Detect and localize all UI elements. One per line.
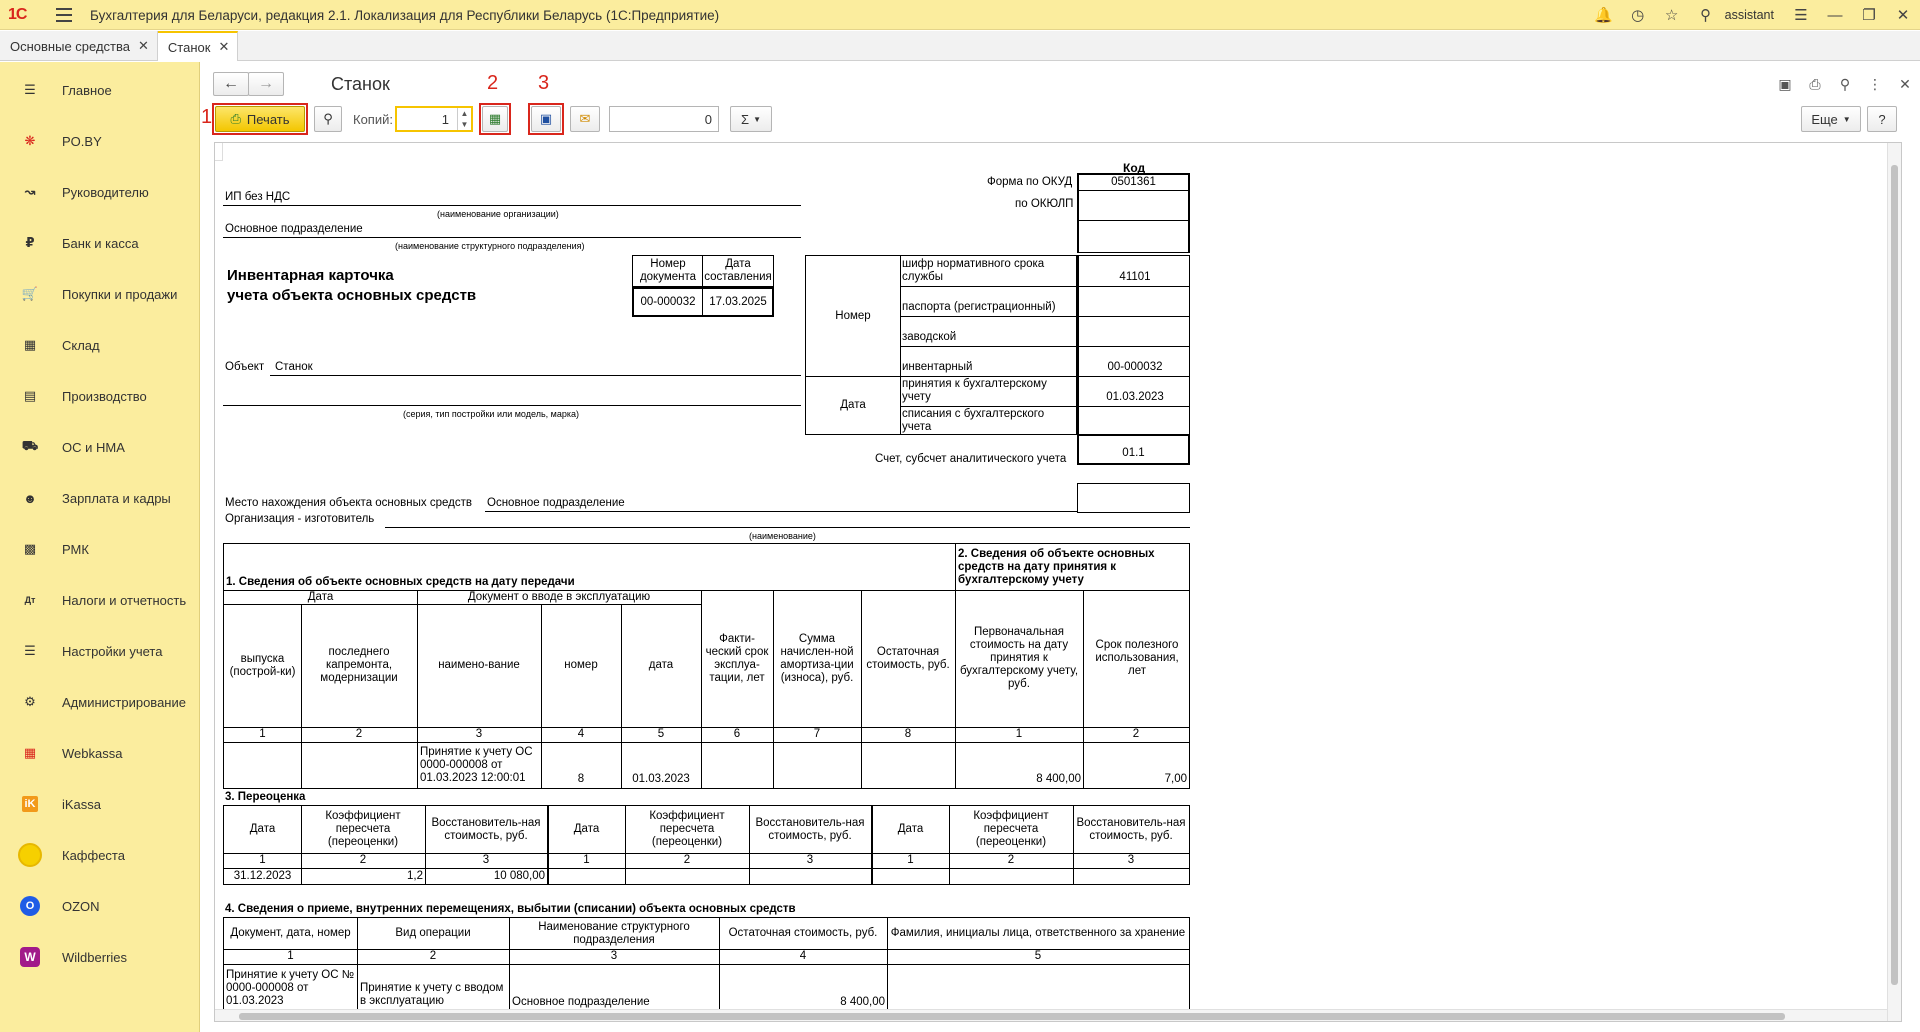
sidebar-item-wildberries[interactable] [0, 942, 200, 972]
close-icon[interactable]: ✕ [138, 38, 149, 53]
t3-col-num: 1 [259, 854, 266, 866]
empty-cell [1077, 483, 1190, 513]
scroll-thumb[interactable] [239, 1013, 1785, 1020]
wildberries-icon: W [20, 947, 40, 967]
section-4-title: 4. Сведения о приеме, внутренних перемещениях, выбытии (списании) объекта основных средств [225, 902, 796, 915]
close-icon[interactable]: ✕ [218, 39, 230, 54]
t3-row-date: 31.12.2023 [233, 869, 292, 882]
factory-icon: ▤ [23, 388, 37, 403]
sidebar-item-label: Администрирование [62, 695, 186, 710]
docdate-value: 17.03.2025 [709, 295, 767, 308]
divider [485, 511, 1077, 512]
t1-row-num: 8 [577, 773, 585, 785]
sidebar-item-label: Главное [62, 83, 112, 98]
sidebar-item-manager[interactable] [0, 177, 200, 207]
copies-input[interactable]: 1 [395, 106, 473, 132]
okjlp-cell [1077, 191, 1190, 221]
pasport-label: паспорта (регистрационный) [902, 300, 1056, 313]
poby-icon: ❋ [24, 133, 36, 148]
sidebar-item-kaffesta[interactable] [0, 840, 200, 870]
ozon-icon: O [20, 896, 40, 916]
t1-row-date: 01.03.2023 [632, 773, 690, 785]
t1-col-num: 4 [577, 728, 585, 740]
numbers-block [805, 255, 1190, 435]
t3-col-num: 1 [907, 854, 914, 866]
schet-cell [1077, 435, 1190, 465]
preview-icon: ⚲ [323, 111, 333, 126]
sidebar-item-label: Wildberries [62, 950, 128, 965]
t1-col-header: последнего капремонта, модернизации [320, 646, 398, 684]
t1-row-initial-cost: 8 400,00 [1036, 773, 1081, 785]
t3-col-header: Дата [249, 823, 276, 835]
sum-mode-button[interactable] [730, 106, 772, 132]
divider [270, 375, 801, 376]
divider [223, 205, 801, 206]
truck-icon: ⛟ [21, 438, 39, 453]
divider [955, 544, 956, 788]
t1-col-num: 3 [475, 728, 483, 740]
sidebar-item-label: Каффеста [62, 848, 125, 863]
annotation-mark-1: 1 [201, 106, 213, 128]
warehouse-icon: ▦ [23, 337, 37, 352]
org-name: ИП без НДС [225, 191, 291, 203]
register-icon: ▩ [23, 541, 37, 556]
okud-cell [1077, 173, 1190, 191]
t3-col-header: Коэффициент пересчета (переоценки) [973, 810, 1049, 848]
printer-icon[interactable]: ⎙ [1809, 75, 1821, 92]
tab-label: Основные средства [10, 38, 130, 54]
divider [224, 964, 1189, 965]
t4-col-header: Наименование структурного подразделения [538, 920, 690, 946]
t4-col-num: 3 [610, 950, 618, 962]
sidebar-item-main[interactable] [0, 75, 200, 105]
divider [701, 590, 702, 788]
sidebar-item-os-nma[interactable] [0, 432, 200, 462]
send-email-button[interactable] [570, 106, 600, 132]
table-movements [223, 917, 1190, 1017]
divider [1083, 590, 1084, 788]
divider [224, 742, 1189, 743]
more-button-label: Еще [1811, 111, 1838, 127]
divider [1077, 256, 1079, 434]
sidebar-item-webkassa[interactable] [0, 738, 200, 768]
sidebar-item-label: Webkassa [62, 746, 123, 761]
sidebar-item-label: PO.BY [62, 134, 102, 149]
zavod-label: заводской [902, 330, 957, 343]
divider [223, 237, 801, 238]
horizontal-scrollbar[interactable] [215, 1009, 1887, 1021]
docdate-header: Дата составления [704, 258, 772, 283]
section-3-title: 3. Переоценка [225, 790, 306, 803]
t4-col-num: 2 [429, 950, 437, 962]
sidebar-item-accounting-settings[interactable] [0, 636, 200, 666]
doc-title-line2: учета объекта основных средств [227, 287, 477, 304]
sidebar-item-poby[interactable] [0, 126, 200, 156]
copies-label: Копий: [353, 112, 393, 127]
maker-caption: (наименование) [749, 531, 816, 541]
schet-value: 01.1 [1122, 446, 1145, 459]
t1-doc-header: Документ о вводе в эксплуатацию [467, 590, 651, 603]
sidebar-item-label: Налоги и отчетность [62, 593, 187, 608]
spis-label: списания с бухгалтерского учета [902, 408, 1045, 433]
more-vertical-icon[interactable]: ⋮ [1868, 75, 1882, 92]
t1-col-num: 1 [259, 728, 266, 740]
preview-button[interactable] [314, 106, 342, 132]
okud-label: Форма по ОКУД [987, 176, 1073, 188]
code-header: Код [1123, 161, 1146, 175]
t1-date-header: Дата [307, 590, 334, 603]
t3-col-num: 2 [1007, 854, 1015, 866]
chart-icon: ↝ [24, 184, 36, 199]
tab-fixed-assets[interactable] [0, 31, 158, 61]
restore-icon[interactable]: ❐ [1862, 7, 1876, 24]
settings-icon[interactable]: ☰ [1794, 7, 1808, 24]
help-button[interactable]: ? [1867, 106, 1897, 132]
sidebar [0, 62, 200, 1032]
divider [223, 405, 801, 406]
print-button-label: Печать [246, 111, 290, 127]
object-caption: (серия, тип постройки или модель, марка) [403, 409, 579, 419]
schet-label: Счет, субсчет аналитического учета [875, 453, 1067, 465]
user-name[interactable]: assistant [1724, 8, 1774, 22]
sidebar-item-taxes[interactable] [0, 585, 200, 615]
sidebar-item-label: Зарплата и кадры [62, 491, 171, 506]
form-content [201, 62, 1920, 1032]
prin-label: принятия к бухгалтерскому учету [902, 378, 1047, 403]
t1-col-header: Остаточная стоимость, руб. [866, 645, 950, 671]
divider [900, 256, 901, 434]
t3-col-num: 2 [359, 854, 367, 866]
edit-report-button[interactable] [482, 106, 508, 132]
okud-value: 0501361 [1111, 176, 1156, 188]
t4-col-num: 4 [799, 950, 807, 962]
search-icon[interactable]: ⚲ [1700, 7, 1712, 24]
divider [900, 316, 1190, 317]
minimize-icon[interactable]: — [1827, 6, 1843, 24]
t3-col-num: 1 [583, 854, 590, 866]
prin-value: 01.03.2023 [1106, 390, 1164, 403]
tab-label: Станок [167, 39, 211, 55]
docdate-header-cell [702, 255, 774, 287]
t1-col-num: 8 [904, 728, 912, 740]
object-label: Объект [225, 361, 265, 373]
divider [900, 346, 1190, 347]
sidebar-item-bank[interactable] [0, 228, 200, 258]
report-corner [215, 143, 223, 161]
t1-col-header: Срок полезного использования, лет [1095, 639, 1179, 677]
t4-col-header: Документ, дата, номер [230, 927, 351, 939]
dept-name: Основное подразделение [225, 223, 363, 235]
report-document[interactable] [214, 142, 1902, 1022]
history-icon[interactable]: ◷ [1631, 7, 1645, 24]
dept-caption: (наименование структурного подразделения) [395, 241, 585, 251]
divider [773, 590, 774, 788]
docnum-value-box [632, 287, 774, 317]
location-value: Основное подразделение [487, 497, 625, 509]
t4-row-value: 8 400,00 [840, 995, 885, 1008]
t4-col-num: 1 [287, 950, 294, 962]
table-edit-icon: ▦ [488, 111, 502, 126]
annotation-mark-3: 3 [538, 72, 550, 94]
ikassa-icon: iK [22, 796, 38, 812]
t1-col-header: номер [564, 659, 598, 671]
t1-col-num: 2 [355, 728, 363, 740]
main-menu-icon[interactable] [56, 8, 72, 22]
back-button[interactable]: ← [213, 72, 249, 96]
chevron-down-icon: ▼ [1842, 114, 1851, 124]
star-icon[interactable]: ☆ [1664, 7, 1679, 24]
t3-col-header: Восстановитель-ная стоимость, руб. [1076, 816, 1186, 842]
t3-col-header: Коэффициент пересчета (переоценки) [325, 810, 401, 848]
t4-col-num: 5 [1034, 950, 1042, 962]
t3-col-header: Восстановитель-ная стоимость, руб. [431, 816, 541, 842]
data-label: Дата [840, 398, 866, 411]
t3-col-num: 3 [806, 854, 814, 866]
t1-col-header: выпуска (построй-ки) [229, 652, 296, 678]
t3-col-num: 3 [1127, 854, 1135, 866]
t4-row-doc: Принятие к учету ОС № 0000-000008 от 01.03.2023 [226, 968, 355, 1007]
gear-icon: ⚙ [24, 694, 36, 709]
sum-field[interactable]: 0 [609, 106, 719, 132]
form-title: Станок [331, 74, 390, 94]
sidebar-item-label: Руководителю [62, 185, 149, 200]
object-value: Станок [275, 361, 313, 373]
tab-machine[interactable] [158, 31, 238, 61]
t3-col-header: Восстановитель-ная стоимость, руб. [755, 816, 865, 842]
t1-col-num: 1 [1015, 728, 1023, 740]
docnum-header: Номер документа [639, 258, 697, 283]
title-bar [0, 0, 1920, 30]
vertical-scrollbar[interactable] [1887, 143, 1901, 1021]
t1-col-header: Первоначальная стоимость на дату принятия к бухгалтерскому учету, руб. [959, 626, 1079, 690]
sidebar-item-rmk[interactable] [0, 534, 200, 564]
t1-col-header: наимено-вание [438, 659, 520, 671]
t3-row-coef: 1,2 [407, 869, 423, 882]
sidebar-item-purchases[interactable] [0, 279, 200, 309]
t1-col-header: Сумма начислен-ной амортиза-ции (износа), руб. [780, 632, 854, 684]
scroll-thumb[interactable] [1891, 165, 1898, 985]
floppy-icon: ▣ [539, 111, 553, 126]
t4-col-header: Фамилия, инициалы лица, ответственного за хранение [890, 927, 1186, 939]
shifr-label: шифр нормативного срока службы [902, 258, 1045, 283]
t4-col-header: Остаточная стоимость, руб. [728, 927, 878, 939]
sidebar-item-label: Производство [62, 389, 147, 404]
more-button[interactable] [1801, 106, 1861, 132]
webkassa-icon: ▦ [23, 745, 37, 760]
section-1-title: 1. Сведения об объекте основных средств на дату передачи [226, 575, 575, 588]
t3-row-value: 10 080,00 [493, 869, 545, 882]
sidebar-item-warehouse[interactable] [0, 330, 200, 360]
inv-label: инвентарный [902, 360, 973, 373]
t1-row-useful-life: 7,00 [1164, 773, 1187, 785]
settings-list-icon: ☰ [24, 643, 36, 658]
kaffesta-icon [18, 843, 42, 867]
t4-row-operation: Принятие к учету с вводом в эксплуатацию [360, 982, 504, 1007]
ruble-icon: ₽ [25, 235, 35, 250]
sidebar-item-label: Настройки учета [62, 644, 163, 659]
section-2-title: 2. Сведения об объекте основных средств на дату принятия к бухгалтерскому учету [958, 547, 1155, 586]
okjlp-label: по ОКЮЛП [1015, 198, 1074, 210]
sidebar-item-label: ОС и НМА [62, 440, 125, 455]
nomer-label: Номер [835, 309, 871, 322]
t3-col-header: Дата [897, 823, 924, 835]
sidebar-item-label: РМК [62, 542, 89, 557]
t1-col-header: Факти-ческий срок эксплуа-тации, лет [705, 632, 769, 684]
doc-title-line1: Инвентарная карточка [227, 267, 394, 284]
docnum-header-cell [632, 255, 702, 287]
divider [900, 286, 1190, 287]
t1-col-header: дата [648, 659, 674, 671]
docnum-value: 00-000032 [640, 295, 696, 308]
sidebar-item-label: Банк и касса [62, 236, 139, 251]
print-button[interactable] [215, 106, 305, 132]
envelope-icon: ✉ [579, 111, 591, 126]
save-icon[interactable]: ▣ [1778, 75, 1792, 92]
t3-col-num: 2 [683, 854, 691, 866]
table-section-1-2 [223, 543, 1190, 789]
1c-logo: 1С [8, 6, 27, 23]
t3-col-num: 3 [482, 854, 490, 866]
location-label: Место нахождения объекта основных средств [225, 497, 472, 509]
bell-icon[interactable]: 🔔 [1594, 7, 1613, 24]
table-revaluation [223, 805, 1190, 885]
printer-icon: ⎙ [230, 111, 241, 126]
t1-col-num: 6 [733, 728, 741, 740]
chevron-down-icon: ▼ [753, 114, 761, 124]
app-title: Бухгалтерия для Беларуси, редакция 2.1. Локализация для Республики Беларусь (1С:Предприятие) [90, 8, 720, 23]
cart-icon: 🛒 [21, 286, 39, 301]
t1-row-name: Принятие к учету ОС 0000-000008 от 01.03.2023 12:00:01 [420, 745, 533, 784]
annotation-mark-2: 2 [487, 72, 499, 94]
t1-col-num: 5 [657, 728, 665, 740]
divider [861, 590, 862, 788]
t4-col-header: Вид операции [395, 927, 471, 939]
forward-button[interactable]: → [248, 72, 284, 96]
empty-code-cell [1077, 221, 1190, 253]
t1-col-num: 2 [1132, 728, 1140, 740]
copies-stepper[interactable]: ▲ ▼ [457, 108, 471, 130]
tax-icon: Дт [24, 595, 36, 605]
save-file-button[interactable] [531, 106, 561, 132]
t4-row-dept: Основное подразделение [512, 995, 650, 1008]
sidebar-item-label: Покупки и продажи [62, 287, 178, 302]
sidebar-item-salary[interactable] [0, 483, 200, 513]
close-icon[interactable]: ✕ [1899, 75, 1911, 92]
close-icon[interactable]: ✕ [1896, 7, 1910, 24]
inv-value: 00-000032 [1107, 360, 1163, 373]
sigma-icon: Σ [741, 111, 750, 127]
org-caption: (наименование организации) [437, 209, 559, 219]
t3-col-header: Дата [573, 823, 600, 835]
menu-icon: ☰ [24, 82, 36, 97]
divider [702, 289, 703, 315]
maker-label: Организация - изготовитель [225, 513, 375, 525]
shifr-value: 41101 [1119, 270, 1151, 283]
sidebar-item-production[interactable] [0, 381, 200, 411]
t3-col-header: Коэффициент пересчета (переоценки) [649, 810, 725, 848]
person-icon: ☻ [23, 490, 37, 506]
divider [385, 527, 1190, 528]
sidebar-item-admin[interactable] [0, 687, 200, 717]
sidebar-item-ikassa[interactable] [0, 789, 200, 819]
t1-col-num: 7 [813, 728, 821, 740]
sidebar-item-label: OZON [62, 899, 100, 914]
sidebar-item-label: iKassa [62, 797, 102, 812]
tab-bar [0, 31, 1920, 61]
sidebar-item-ozon[interactable] [0, 891, 200, 921]
preview-icon[interactable]: ⚲ [1839, 75, 1851, 92]
sidebar-item-label: Склад [62, 338, 100, 353]
